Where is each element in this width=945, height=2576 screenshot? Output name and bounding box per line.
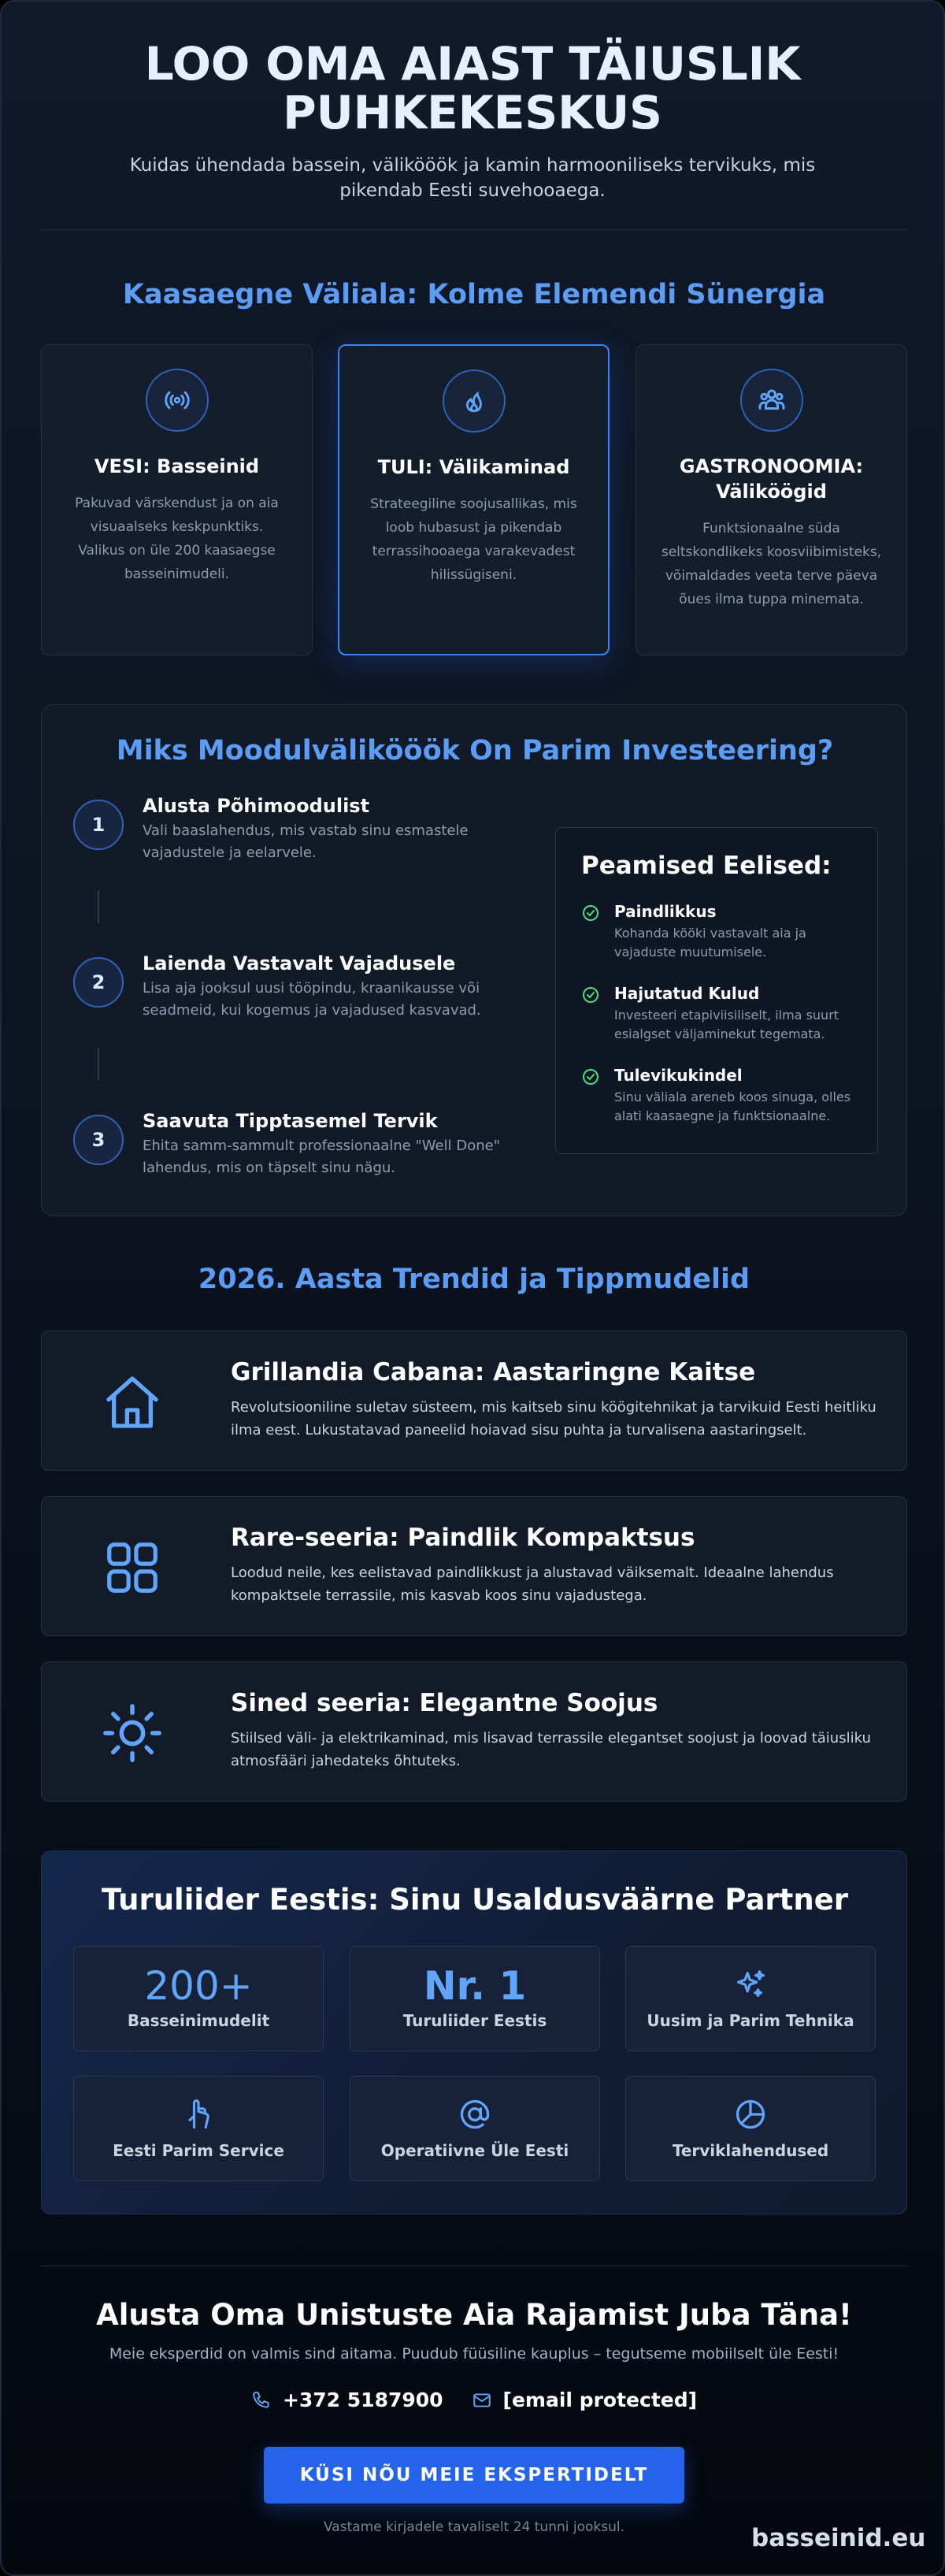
pillar-water (41, 344, 313, 655)
trend-title: Sined seeria: Elegantne Soojus (231, 1689, 658, 1717)
trend-card-rare (41, 1496, 907, 1636)
step-title: Saavuta Tipptasemel Tervik (143, 1110, 438, 1132)
benefit-text: Investeeri etapiviisiliselt, ilma suurt esialgset väljaminekut tegemata. (614, 1008, 839, 1041)
sun-icon (97, 1698, 168, 1769)
hand-icon (74, 2097, 323, 2135)
benefit-title: Hajutatud Kulud (614, 984, 760, 1003)
stat-card (625, 1946, 876, 2051)
phone-number: +372 5187900 (282, 2389, 443, 2411)
flame-icon (443, 369, 506, 432)
at-icon (350, 2097, 599, 2135)
step-number: 2 (73, 957, 124, 1008)
contact-row (2, 2389, 945, 2411)
people-icon (740, 369, 803, 432)
benefit-title: Tulevikukindel (614, 1066, 743, 1085)
check-circle-icon (581, 985, 600, 1004)
stat-label: Basseinimudelit (127, 2011, 270, 2030)
step-number: 1 (73, 800, 124, 850)
stat-card (350, 2076, 600, 2181)
pillar-fire (338, 344, 610, 655)
step-text: Ehita samm-sammult professionaalne "Well Done" lahendus, mis on täpselt sinu nägu. (143, 1138, 500, 1176)
stat-label: Eesti Parim Service (113, 2141, 284, 2160)
pillar-kitchen (636, 344, 907, 655)
cta-note: Vastame kirjadele tavaliselt 24 tunni jooksul. (323, 2519, 625, 2535)
module-section (41, 704, 907, 1216)
hero (2, 2, 943, 203)
benefit-title: Paindlikkus (614, 902, 717, 921)
pillar-title: TULI: Välikaminad (377, 456, 570, 478)
cta-title: Alusta Oma Unistuste Aia Rajamist Juba Täna! (96, 2298, 852, 2332)
trend-text: Loodud neile, kes eelistavad paindlikkust ja alustavad väiksemalt. Ideaalne lahendus kompaktsele terrassile, mis kasvab koos sinu vajadustega. (231, 1565, 834, 1604)
trend-text: Revolutsiooniline suletav süsteem, mis kaitseb sinu köögitehnikat ja tarvikuid Eesti heitliku ilma eest. Lukustatavad paneelid hoiavad sisu puhta ja turvalisena aastaringselt. (231, 1399, 876, 1438)
pie-icon (626, 2097, 875, 2135)
step-connector (98, 1048, 99, 1081)
stat-label: Uusim ja Parim Tehnika (647, 2011, 854, 2030)
trend-card-cabana (41, 1331, 907, 1471)
cta-subtitle: Meie eksperdid on valmis sind aitama. Puudub füüsiline kauplus – tegutseme mobiilselt üle Eesti! (109, 2345, 839, 2363)
stat-label: Terviklahendused (672, 2141, 829, 2160)
pillar-title: GASTRONOOMIA: Väliköögid (679, 455, 864, 503)
step-title: Alusta Põhimoodulist (143, 795, 370, 817)
stat-card (73, 2076, 324, 2181)
stat-card (73, 1946, 324, 2051)
stat-card (350, 1946, 600, 2051)
check-circle-icon (581, 904, 600, 922)
house-icon (97, 1367, 168, 1438)
benefit-item (581, 984, 852, 1044)
pillar-title: VESI: Basseinid (94, 455, 260, 477)
pillar-text: Pakuvad värskendust ja on aia visuaalseks keskpunktiks. Valikus on üle 200 kaasaegse basseinimudeli. (75, 496, 279, 582)
benefit-item (581, 902, 852, 962)
pillars-title: Kaasaegne Väliala: Kolme Elemendi Sünergia (122, 279, 826, 310)
benefit-text: Kohanda kööki vastavalt aia ja vajaduste muutumisele. (614, 926, 806, 960)
phone-link[interactable] (251, 2389, 443, 2411)
step-number: 3 (73, 1115, 124, 1165)
grid-icon (97, 1532, 168, 1603)
pillars-row (41, 344, 907, 655)
stat-label: Turuliider Eestis (402, 2011, 547, 2030)
benefit-item (581, 1066, 852, 1126)
email-link[interactable] (472, 2389, 698, 2411)
partner-section (41, 1850, 907, 2214)
benefits-title: Peamised Eelised: (581, 852, 832, 880)
partner-title: Turuliider Eestis: Sinu Usaldusväärne Partner (101, 1883, 849, 1917)
benefit-text: Sinu väliala areneb koos sinuga, olles alati kaasaegne ja funktsionaalne. (614, 1089, 851, 1123)
stat-value: Nr. 1 (423, 1963, 527, 2009)
mail-icon (472, 2390, 492, 2411)
ask-experts-button[interactable]: KÜSI NÕU MEIE EKSPERTIDELT (264, 2447, 684, 2504)
step-text: Lisa aja jooksul uusi tööpindu, kraanikausse või seadmeid, kui kogemus ja vajadused kasvavad. (143, 980, 481, 1019)
step-connector (98, 890, 99, 923)
trend-title: Rare-seeria: Paindlik Kompaktsus (231, 1524, 695, 1552)
pillar-text: Strateegiline soojusallikas, mis loob hubasust ja pikendab terrassihooaega varakevadest hilissügiseni. (370, 496, 577, 583)
hero-subtitle: Kuidas ühendada bassein, välikööök ja kamin harmooniliseks tervikuks, mis pikendab Eesti suvehooaega. (129, 155, 816, 201)
stat-card (625, 2076, 876, 2181)
sparkles-icon (626, 1967, 875, 2005)
trend-card-sined (41, 1661, 907, 1802)
water-signal-icon (146, 369, 209, 432)
module-title: Miks Moodulvälikööök On Parim Investeering? (116, 735, 834, 766)
trend-text: Stiilsed väli- ja elektrikaminad, mis lisavad terrassile elegantset soojust ja loovad täiusliku atmosfääri jahedateks õhtuteks. (231, 1730, 871, 1769)
email-address: [email protected] (502, 2389, 698, 2411)
divider (41, 229, 907, 230)
watermark-logo: basseinid.eu (751, 2524, 926, 2552)
stat-label: Operatiivne Üle Eesti (380, 2141, 569, 2160)
step-title: Laienda Vastavalt Vajadusele (143, 952, 456, 974)
phone-icon (251, 2390, 272, 2411)
hero-title-line2: PUHKEKESKUS (283, 86, 662, 139)
pillar-text: Funktsionaalne süda seltskondlikeks koosviibimisteks, võimaldades veeta terve päeva õues ilma tuppa minemata. (661, 521, 882, 607)
stat-value: 200+ (144, 1963, 253, 2009)
trends-title: 2026. Aasta Trendid ja Tippmudelid (198, 1264, 750, 1295)
step-text: Vali baaslahendus, mis vastab sinu esmastele vajadustele ja eelarvele. (143, 822, 469, 861)
hero-title-line1: LOO OMA AIAST TÄIUSLIK (144, 37, 801, 91)
benefits-box (555, 827, 878, 1154)
check-circle-icon (581, 1067, 600, 1086)
hero-title (94, 39, 850, 137)
trend-title: Grillandia Cabana: Aastaringne Kaitse (231, 1358, 756, 1386)
